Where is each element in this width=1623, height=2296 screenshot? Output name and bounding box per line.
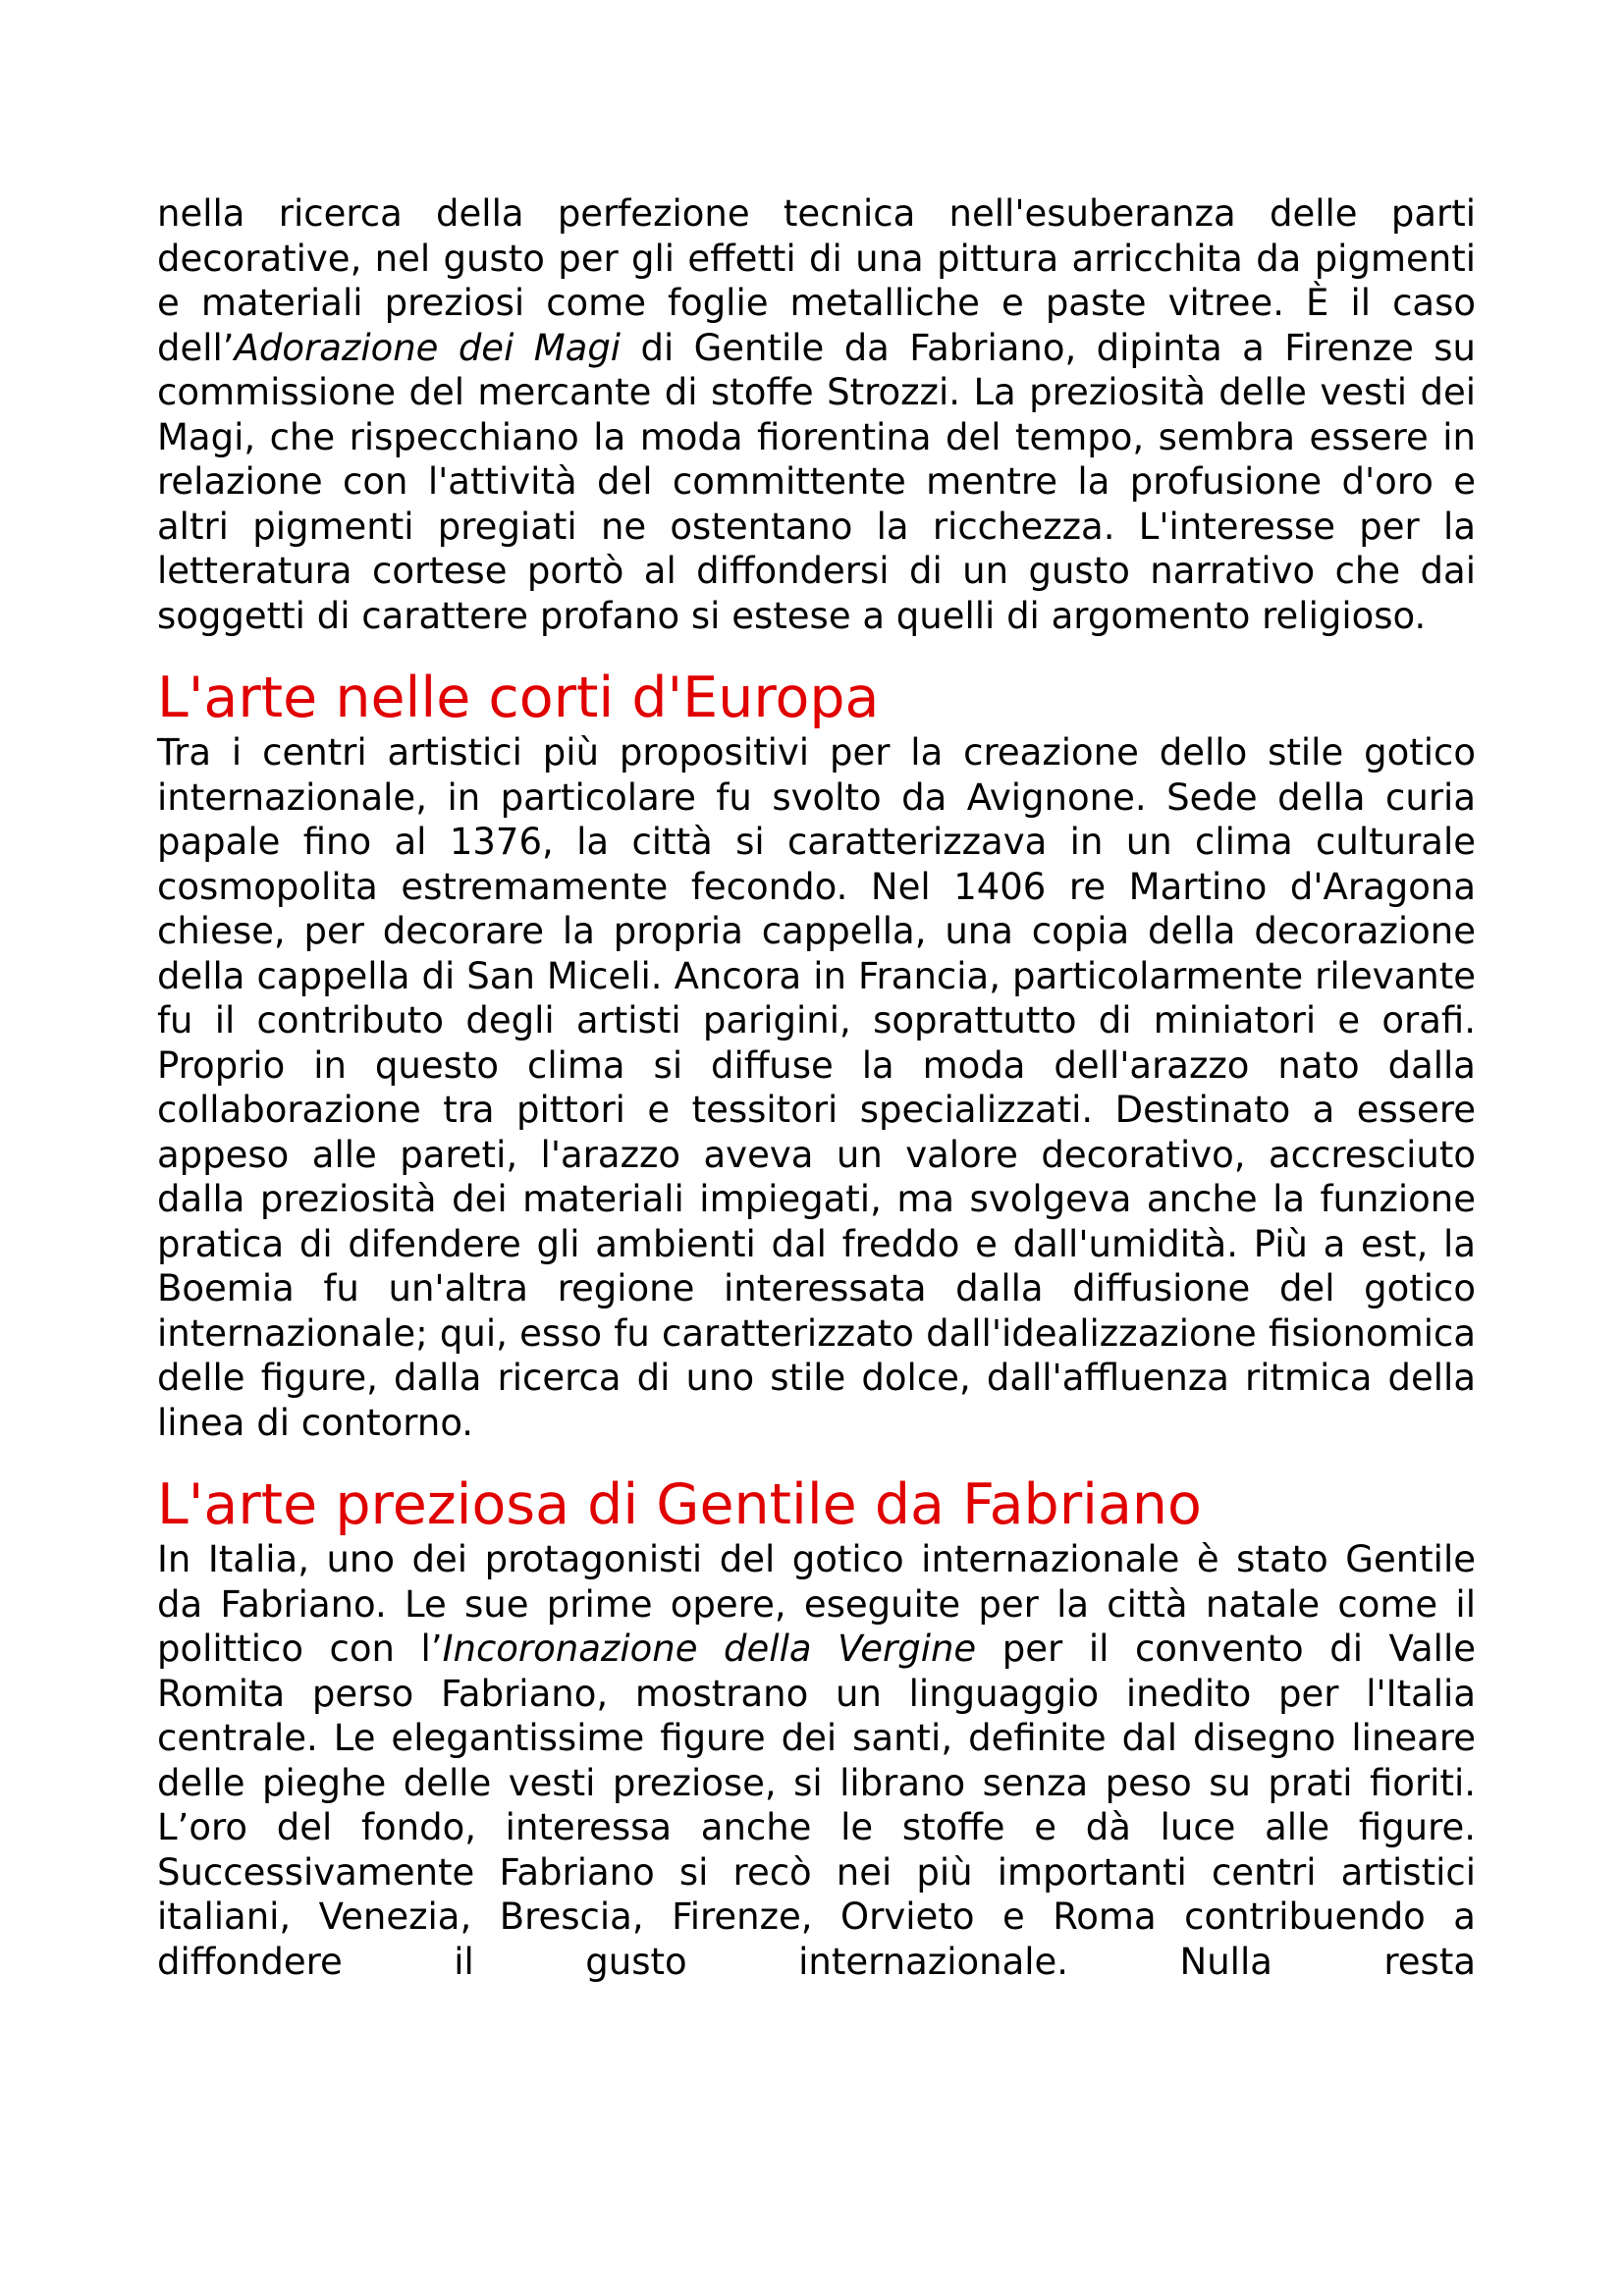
intro-artwork-title: Adorazione dei Magi xyxy=(234,326,622,369)
intro-paragraph xyxy=(157,191,1476,638)
intro-text-1: nella ricerca della perfezione tecnica nell'esuberanza delle parti decorative, nel gusto per gli effetti di una pittura arricchita da pigmenti e materiali preziosi come foglie metalliche e paste vitree. È il caso dell’ xyxy=(157,192,1476,369)
section-body-corti-europa: Tra i centri artistici più propositivi per la creazione dello stile gotico internazionale, in particolare fu svolto da Avignone. Sede della curia papale fino al 1376, la città si caratterizzava in un clima culturale cosmopolita estremamente fecondo. Nel 1406 re Martino d'Aragona chiese, per decorare la propria cappella, una copia della decorazione della cappella di San Miceli. Ancora in Francia, particolarmente rilevante fu il contributo degli artisti parigini, soprattutto di miniatori e orafi. Proprio in questo clima si diffuse la moda dell'arazzo nato dalla collaborazione tra pittori e tessitori specializzati. Destinato a essere appeso alle pareti, l'arazzo aveva un valore decorativo, accresciuto dalla preziosità dei materiali impiegati, ma svolgeva anche la funzione pratica di difendere gli ambienti dal freddo e dall'umidità. Più a est, la Boemia fu un'altra regione interessata dalla diffusione del gotico internazionale; qui, esso fu caratterizzato dall'idealizzazione fisionomica delle figure, dalla ricerca di uno stile dolce, dall'affluenza ritmica della linea di contorno. xyxy=(157,731,1476,1444)
intro-text-2: di Gentile da Fabriano, dipinta a Firenze su commissione del mercante di stoffe Strozzi. La preziosità delle vesti dei Magi, che rispecchiano la moda fiorentina del tempo, sembra essere in relazione con l'attività del committente mentre la profusione d'oro e altri pigmenti pregiati ne ostentano la ricchezza. L'interesse per la letteratura cortese portò al diffondersi di un gusto narrativo che dai soggetti di carattere profano si estese a quelli di argomento religioso. xyxy=(157,326,1476,637)
section-heading-corti-europa: L'arte nelle corti d'Europa xyxy=(157,666,880,730)
section2-artwork-title: Incoronazione della Vergine xyxy=(442,1628,977,1670)
section2-text-1: In Italia, uno dei protagonisti del gotico internazionale è stato Gentile da Fabriano. Le sue prime opere, eseguite per la città natale come il polittico con l’ xyxy=(157,1538,1476,1670)
section-heading-gentile-fabriano: L'arte preziosa di Gentile da Fabriano xyxy=(157,1472,1202,1537)
page-content xyxy=(157,191,1476,1984)
section2-text-2: per il convento di Valle Romita perso Fabriano, mostrano un linguaggio inedito per l'Italia centrale. Le elegantissime figure dei santi, definite dal disegno lineare delle pieghe delle vesti preziose, si librano senza peso su prati fioriti. L’oro del fondo, interessa anche le stoffe e dà luce alle figure. Successivamente Fabriano si recò nei più importanti centri artistici italiani, Venezia, Brescia, Firenze, Orvieto e Roma contribuendo a diffondere il gusto internazionale. Nulla resta xyxy=(157,1628,1476,1983)
section-body-gentile-fabriano xyxy=(157,1537,1476,1984)
